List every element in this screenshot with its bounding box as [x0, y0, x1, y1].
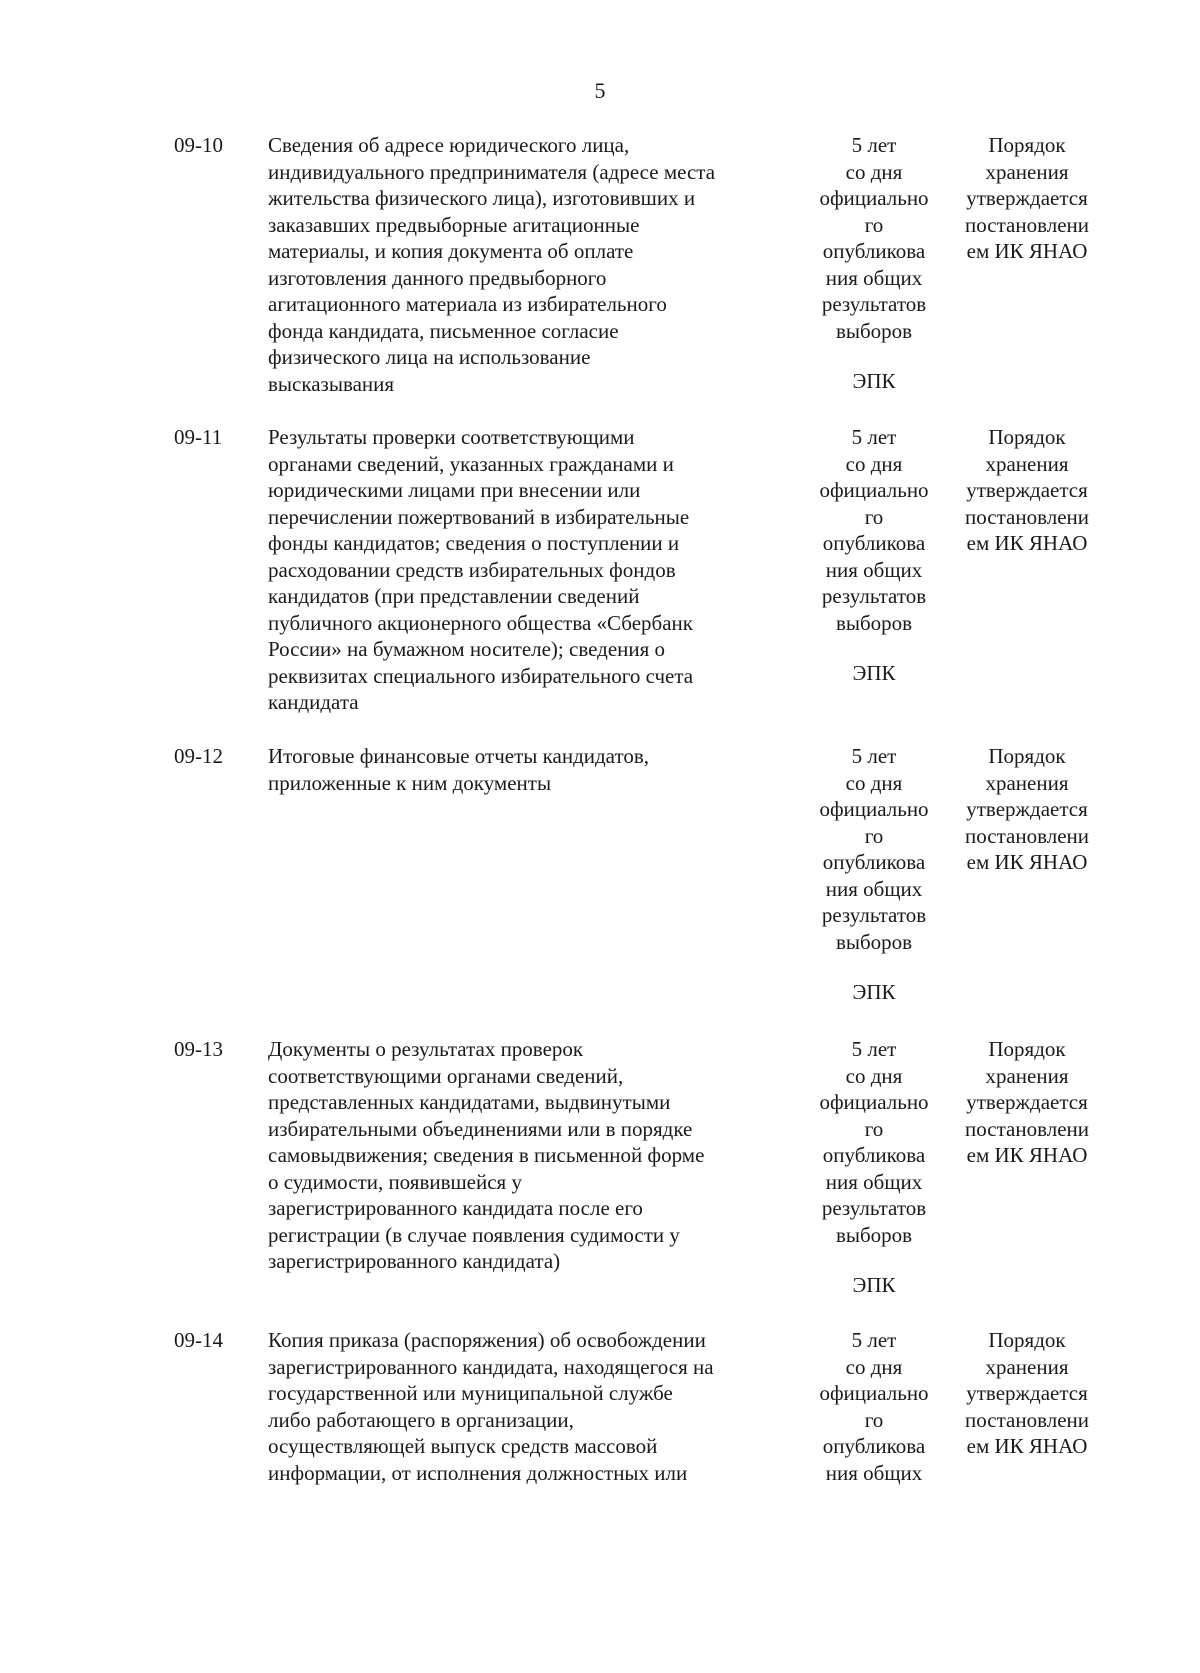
term-line: 5 лет	[851, 425, 897, 449]
record-note	[950, 1327, 1104, 1460]
record-note	[950, 743, 1104, 876]
description-line: расходовании средств избирательных фондов	[268, 557, 676, 582]
description-line: фонда кандидата, письменное согласие	[268, 318, 619, 343]
retention-term	[800, 424, 948, 687]
record-description	[268, 743, 778, 796]
record-description	[268, 132, 778, 397]
term-line: го	[864, 212, 884, 237]
term-line: 5 лет	[851, 133, 897, 157]
term-line: ния общих	[825, 265, 923, 290]
term-line: выборов	[835, 318, 913, 343]
epk-mark: ЭПК	[852, 661, 896, 685]
description-line: фонды кандидатов; сведения о поступлении и	[268, 531, 680, 555]
term-line: 5 лет	[851, 1037, 897, 1061]
description-line: избирательными объединениями или в порядке	[268, 1116, 693, 1141]
description-line: изготовления данного предвыборного	[268, 265, 607, 290]
term-line: со дня	[845, 159, 903, 184]
record-description	[268, 424, 778, 716]
note-line: хранения	[985, 1354, 1069, 1379]
epk-mark: ЭПК	[852, 1273, 896, 1297]
retention-term	[800, 1327, 948, 1486]
retention-term	[800, 132, 948, 395]
note-line: постановлени	[965, 1407, 1089, 1432]
record-code: 09-12	[174, 744, 223, 768]
note-line: ем ИК ЯНАО	[966, 1143, 1088, 1167]
term-line: опубликова	[822, 531, 926, 555]
note-line: ем ИК ЯНАО	[966, 850, 1088, 874]
description-line: осуществляющей выпуск средств массовой	[268, 1434, 658, 1458]
term-line: выборов	[835, 1222, 913, 1247]
note-line: хранения	[985, 770, 1069, 795]
note-line: Порядок	[988, 1037, 1066, 1061]
description-line: юридическими лицами при внесении или	[268, 478, 641, 502]
note-line: постановлени	[965, 823, 1089, 848]
description-line: заказавших предвыборные агитационные	[268, 212, 640, 237]
term-line: официально	[819, 797, 929, 821]
record-note	[950, 1036, 1104, 1169]
description-line: представленных кандидатами, выдвинутыми	[268, 1090, 671, 1114]
term-line: со дня	[845, 451, 903, 476]
note-line: Порядок	[988, 1328, 1066, 1352]
description-line: регистрации (в случае появления судимости у	[268, 1222, 680, 1247]
retention-term	[800, 743, 948, 1006]
note-line: ем ИК ЯНАО	[966, 239, 1088, 263]
description-line: государственной или муниципальной службе	[268, 1381, 673, 1405]
epk-mark: ЭПК	[852, 369, 896, 393]
description-line: соответствующими органами сведений,	[268, 1063, 624, 1088]
term-line: результатов	[821, 292, 927, 316]
term-line: выборов	[835, 610, 913, 635]
note-line: утверждается	[966, 478, 1088, 502]
description-line: жительства физического лица), изготовивших и	[268, 186, 696, 210]
record-code: 09-11	[174, 425, 223, 449]
term-line: ния общих	[825, 557, 923, 582]
description-line: публичного акционерного общества «Сбербанк	[268, 610, 693, 635]
term-line: со дня	[845, 1063, 903, 1088]
description-line: Документы о результатах проверок	[268, 1037, 584, 1061]
description-line: материалы, и копия документа об оплате	[268, 239, 634, 263]
description-line: органами сведений, указанных гражданами и	[268, 451, 674, 476]
note-line: хранения	[985, 451, 1069, 476]
record-note	[950, 424, 1104, 557]
note-line: постановлени	[965, 212, 1089, 237]
note-line: утверждается	[966, 1090, 1088, 1114]
description-line: высказывания	[268, 371, 395, 396]
term-line: опубликова	[822, 850, 926, 874]
record-code: 09-14	[174, 1328, 223, 1352]
description-line: кандидатов (при представлении сведений	[268, 584, 640, 608]
description-line: перечислении пожертвований в избирательные	[268, 504, 690, 529]
term-line: официально	[819, 1090, 929, 1114]
retention-term	[800, 1036, 948, 1299]
note-line: Порядок	[988, 133, 1066, 157]
note-line: постановлени	[965, 504, 1089, 529]
term-line: го	[864, 1407, 884, 1432]
note-line: постановлени	[965, 1116, 1089, 1141]
term-line: опубликова	[822, 1434, 926, 1458]
description-line: Результаты проверки соответствующими	[268, 425, 635, 449]
term-line: 5 лет	[851, 744, 897, 768]
term-line: ния общих	[825, 876, 923, 901]
term-line: опубликова	[822, 1143, 926, 1167]
term-line: официально	[819, 186, 929, 210]
page-number: 5	[594, 78, 606, 103]
term-line: ния общих	[825, 1460, 923, 1485]
term-line: ния общих	[825, 1169, 923, 1194]
description-line: о судимости, появившейся у	[268, 1169, 522, 1194]
epk-mark: ЭПК	[852, 980, 896, 1004]
description-line: России» на бумажном носителе); сведения о	[268, 637, 666, 661]
description-line: кандидата	[268, 690, 359, 714]
description-line: Сведения об адресе юридического лица,	[268, 133, 630, 157]
term-line: со дня	[845, 1354, 903, 1379]
term-line: го	[864, 504, 884, 529]
term-line: официально	[819, 478, 929, 502]
term-line: со дня	[845, 770, 903, 795]
note-line: ем ИК ЯНАО	[966, 531, 1088, 555]
description-line: информации, от исполнения должностных или	[268, 1460, 688, 1485]
description-line: индивидуального предпринимателя (адресе места	[268, 159, 716, 184]
record-description	[268, 1327, 778, 1486]
term-line: го	[864, 1116, 884, 1141]
record-code: 09-10	[174, 133, 223, 157]
note-line: хранения	[985, 1063, 1069, 1088]
description-line: либо работающего в организации,	[268, 1407, 574, 1432]
record-code: 09-13	[174, 1037, 223, 1061]
description-line: самовыдвижения; сведения в письменной форме	[268, 1143, 705, 1167]
note-line: утверждается	[966, 797, 1088, 821]
description-line: Копия приказа (распоряжения) об освобождении	[268, 1328, 706, 1352]
note-line: хранения	[985, 159, 1069, 184]
note-line: утверждается	[966, 186, 1088, 210]
description-line: агитационного материала из избирательного	[268, 292, 667, 316]
description-line: реквизитах специального избирательного счета	[268, 663, 694, 688]
term-line: 5 лет	[851, 1328, 897, 1352]
term-line: го	[864, 823, 884, 848]
note-line: Порядок	[988, 744, 1066, 768]
description-line: зарегистрированного кандидата после его	[268, 1196, 643, 1220]
term-line: выборов	[835, 929, 913, 954]
description-line: физического лица на использование	[268, 345, 591, 369]
description-line: зарегистрированного кандидата)	[268, 1249, 561, 1273]
description-line: зарегистрированного кандидата, находящегося на	[268, 1354, 714, 1379]
term-line: опубликова	[822, 239, 926, 263]
note-line: утверждается	[966, 1381, 1088, 1405]
term-line: результатов	[821, 584, 927, 608]
note-line: ем ИК ЯНАО	[966, 1434, 1088, 1458]
term-line: результатов	[821, 903, 927, 927]
term-line: официально	[819, 1381, 929, 1405]
description-line: приложенные к ним документы	[268, 770, 552, 795]
record-description	[268, 1036, 778, 1275]
record-note	[950, 132, 1104, 265]
note-line: Порядок	[988, 425, 1066, 449]
description-line: Итоговые финансовые отчеты кандидатов,	[268, 744, 650, 768]
term-line: результатов	[821, 1196, 927, 1220]
